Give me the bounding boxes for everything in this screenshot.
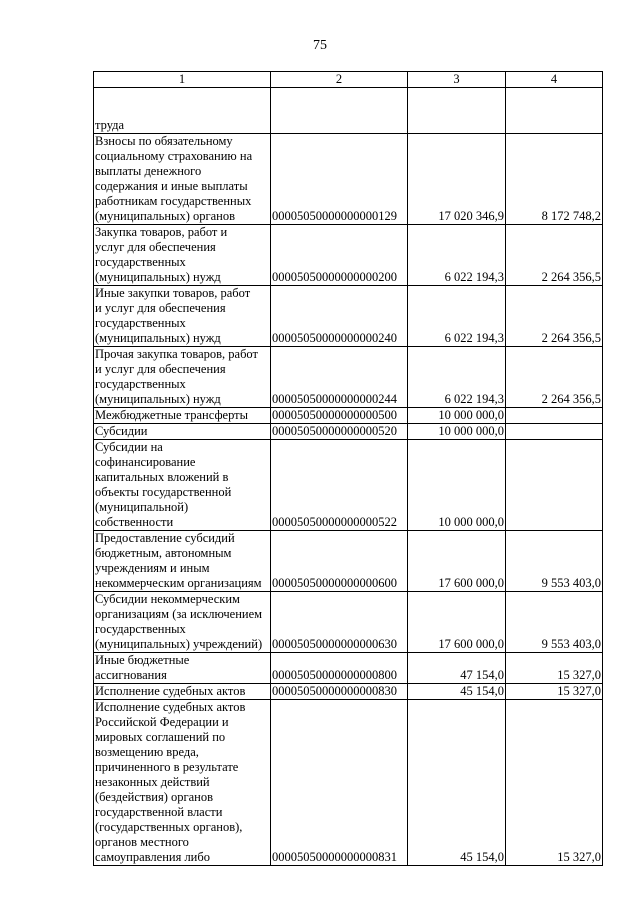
row-value-3: 45 154,0: [408, 700, 506, 866]
row-name: Субсидии: [94, 424, 271, 440]
row-name: Предоставление субсидий бюджетным, автономным учреждениям и иным некоммерческим организациям: [94, 531, 271, 592]
row-name: Субсидии некоммерческим организациям (за исключением государственных (муниципальных) учреждений): [94, 592, 271, 653]
row-value-4: [506, 88, 603, 134]
row-code: 00005050000000000520: [271, 424, 408, 440]
row-value-3: 6 022 194,3: [408, 286, 506, 347]
table-row: [94, 347, 603, 408]
row-value-4: 2 264 356,5: [506, 225, 603, 286]
row-name: Закупка товаров, работ и услуг для обеспечения государственных (муниципальных) нужд: [94, 225, 271, 286]
col-header-2: 2: [271, 72, 408, 88]
table-row: [94, 286, 603, 347]
row-value-3: 10 000 000,0: [408, 440, 506, 531]
row-value-4: [506, 408, 603, 424]
page-number: 75: [313, 38, 327, 53]
row-value-4: 15 327,0: [506, 653, 603, 684]
row-code: 00005050000000000522: [271, 440, 408, 531]
table-row: [94, 408, 603, 424]
table-row: [94, 225, 603, 286]
row-value-4: [506, 440, 603, 531]
row-name: Исполнение судебных актов Российской Федерации и мировых соглашений по возмещению вреда, причиненного в результате незаконных действий (бездействия) органов государственной власти (государственных органов), органов местного самоуправления либо: [94, 700, 271, 866]
row-name: Прочая закупка товаров, работ и услуг для обеспечения государственных (муниципальных) нужд: [94, 347, 271, 408]
header-row: [94, 72, 603, 88]
table-row: [94, 592, 603, 653]
row-code: 00005050000000000800: [271, 653, 408, 684]
row-value-3: 17 600 000,0: [408, 531, 506, 592]
row-name: Субсидии на софинансирование капитальных вложений в объекты государственной (муниципальной) собственности: [94, 440, 271, 531]
table-row: [94, 653, 603, 684]
row-code: 00005050000000000200: [271, 225, 408, 286]
table-row: [94, 134, 603, 225]
row-code: 00005050000000000240: [271, 286, 408, 347]
table-row: [94, 684, 603, 700]
row-value-4: 8 172 748,2: [506, 134, 603, 225]
row-value-3: 10 000 000,0: [408, 408, 506, 424]
row-code: 00005050000000000244: [271, 347, 408, 408]
row-name: Взносы по обязательному социальному страхованию на выплаты денежного содержания и иные выплаты работникам государственных (муниципальных) органов: [94, 134, 271, 225]
row-value-3: 6 022 194,3: [408, 225, 506, 286]
row-name: труда: [94, 88, 271, 134]
row-code: 00005050000000000129: [271, 134, 408, 225]
row-name: Иные закупки товаров, работ и услуг для обеспечения государственных (муниципальных) нужд: [94, 286, 271, 347]
row-value-3: 47 154,0: [408, 653, 506, 684]
table-row: [94, 88, 603, 134]
row-value-4: 15 327,0: [506, 700, 603, 866]
row-value-4: 15 327,0: [506, 684, 603, 700]
row-value-4: 2 264 356,5: [506, 347, 603, 408]
table-row: [94, 700, 603, 866]
row-value-3: 10 000 000,0: [408, 424, 506, 440]
budget-table: [93, 71, 603, 866]
table-row: [94, 531, 603, 592]
row-value-4: 9 553 403,0: [506, 592, 603, 653]
col-header-4: 4: [506, 72, 603, 88]
row-name: Межбюджетные трансферты: [94, 408, 271, 424]
row-value-3: 6 022 194,3: [408, 347, 506, 408]
row-value-4: [506, 424, 603, 440]
col-header-3: 3: [408, 72, 506, 88]
row-value-3: [408, 88, 506, 134]
row-code: 00005050000000000500: [271, 408, 408, 424]
row-name: Исполнение судебных актов: [94, 684, 271, 700]
row-code: 00005050000000000630: [271, 592, 408, 653]
row-value-4: 2 264 356,5: [506, 286, 603, 347]
row-value-3: 45 154,0: [408, 684, 506, 700]
row-code: [271, 88, 408, 134]
table-row: [94, 424, 603, 440]
row-value-3: 17 020 346,9: [408, 134, 506, 225]
col-header-1: 1: [94, 72, 271, 88]
row-name: Иные бюджетные ассигнования: [94, 653, 271, 684]
row-value-4: 9 553 403,0: [506, 531, 603, 592]
table-row: [94, 440, 603, 531]
row-code: 00005050000000000831: [271, 700, 408, 866]
row-code: 00005050000000000600: [271, 531, 408, 592]
row-value-3: 17 600 000,0: [408, 592, 506, 653]
row-code: 00005050000000000830: [271, 684, 408, 700]
